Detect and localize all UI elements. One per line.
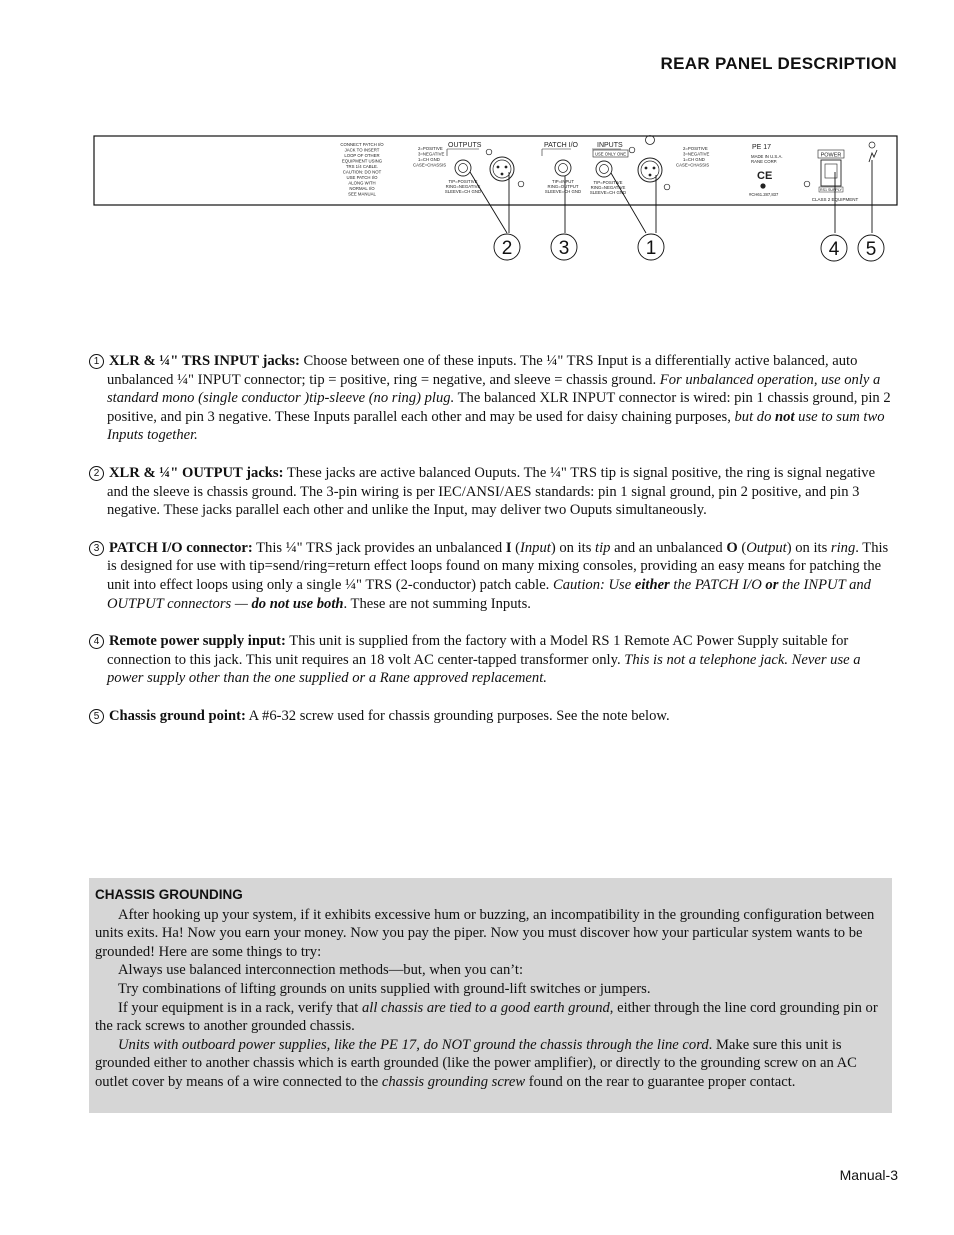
rear-panel-diagram: [93, 132, 899, 272]
list-item-patch-io: 3 PATCH I/O connector: This ¼" TRS jack provides an unbalanced I (Input) on its tip and an unbalanced O (Output) on its ring. This is designed for use with tip=send/ring=return effect loops found on many mixing consoles, providing an easy means for patching the unit into effect loops using only a single ¼" TRS (2-conductor) patch cable. Caution: Use either the PATCH I/O or the INPUT and OUTPUT connectors — do not use both. These are not summing Inputs.: [89, 539, 897, 613]
item-number: 2: [89, 466, 104, 481]
svg-text:SLEEVE=CH GND: SLEEVE=CH GND: [589, 190, 627, 195]
chassis-grounding-box: [89, 878, 892, 1113]
list-item-output-jacks: 2 XLR & ¼" OUTPUT jacks: These jacks are active balanced Ouputs. The ¼" TRS tip is signal positive, the ring is signal negative and the sleeve is chassis ground. The 3-pin wiring is per IEC/ANSI/AES standards: pin 1 signal ground, pin 2 positive, and pin 3 negative. These jacks parallel each other and unlike the Input, may deliver two Ouputs simultaneously.: [89, 464, 897, 520]
svg-text:2=POSITIVE: 2=POSITIVE: [418, 146, 443, 151]
page-number: Manual-3: [839, 1167, 898, 1183]
svg-text:EQUIPMENT USING: EQUIPMENT USING: [341, 158, 383, 164]
svg-text:SLEEVE=CH GND: SLEEVE=CH GND: [544, 189, 582, 194]
grounding-paragraph-5: Units with outboard power supplies, like the PE 17, do NOT ground the chassis through the line cord. Make sure this unit is grounded either to another chassis which is earth grounded (like the power amplifier), or directly to the grounding screw on an AC outlet cover by means of a wire connected to the chassis grounding screw found on the rear to guarantee proper contact.: [95, 1036, 857, 1090]
svg-text:JACK TO INSERT: JACK TO INSERT: [344, 147, 380, 153]
svg-text:NORMAL I/O: NORMAL I/O: [349, 186, 375, 191]
svg-text:2=POSITIVE: 2=POSITIVE: [683, 146, 708, 151]
item-number: 5: [89, 709, 104, 724]
grounding-paragraph-2: Always use balanced interconnection methods—but, when you can’t:: [118, 962, 524, 979]
callout-2: [494, 234, 520, 260]
svg-text:TIP=POSITIVE: TIP=POSITIVE: [448, 179, 478, 184]
outputs-label: OUTPUTS: [448, 142, 482, 149]
svg-text:SLEEVE=CH GND: SLEEVE=CH GND: [444, 189, 482, 194]
grounding-paragraph-1: After hooking up your system, if it exhibits excessive hum or buzzing, an incompatibility in the grounding configuration between units exits. Ha! Now you earn your money. Now you pay the piper. Now you must discover how your particular system wants to be grounded! Here are some things to try:: [95, 906, 875, 960]
svg-text:4: 4: [828, 239, 840, 260]
svg-text:TIP=INPUT: TIP=INPUT: [551, 179, 575, 184]
svg-text:RANE CORP.: RANE CORP.: [751, 159, 778, 164]
svg-text:ALONG WITH: ALONG WITH: [348, 180, 376, 186]
list-item-power-input: 4 Remote power supply input: This unit is supplied from the factory with a Model RS 1 Remote AC Power Supply suitable for connection to this jack. This unit requires an 18 volt AC center-tapped transformer only. This is not a telephone jack. Never use a power supply other than the one supplied or a Rane approved replacement.: [89, 632, 897, 688]
item-number: 1: [89, 354, 104, 369]
svg-text:CASE=CHASSIS: CASE=CHASSIS: [413, 162, 447, 168]
callouts: [494, 234, 884, 261]
svg-text:LOOP OF OTHER: LOOP OF OTHER: [344, 153, 380, 158]
box-title: CHASSIS GROUNDING: [95, 887, 243, 902]
svg-text:TIP=POSITIVE: TIP=POSITIVE: [593, 180, 623, 185]
svg-text:RING=NEGATIVE: RING=NEGATIVE: [590, 185, 626, 190]
ce-mark: CE: [757, 170, 773, 182]
svg-text:CONNECT PATCH I/O: CONNECT PATCH I/O: [340, 142, 384, 147]
callout-3: [551, 234, 577, 260]
svg-text:CASE=CHASSIS: CASE=CHASSIS: [676, 162, 710, 168]
grounding-paragraph-4: If your equipment is in a rack, verify that all chassis are tied to a good earth ground, either through the line cord grounding pin or the rack screws to another grounded chassis.: [95, 999, 878, 1035]
input-trs-legend: [590, 180, 626, 195]
svg-text:3: 3: [558, 238, 570, 259]
svg-text:CAUTION: DO NOT: CAUTION: DO NOT: [342, 169, 382, 175]
input-badge: USE ONLY ONE: [594, 151, 627, 157]
svg-text:3=NEGATIVE: 3=NEGATIVE: [418, 151, 445, 157]
svg-text:3=NEGATIVE: 3=NEGATIVE: [683, 151, 710, 157]
svg-text:SEE MANUAL: SEE MANUAL: [348, 191, 376, 197]
description-list: [89, 352, 897, 745]
power-sub-label: RS1 SUPPLY: [820, 188, 842, 192]
svg-text:MADE IN U.S.A.: MADE IN U.S.A.: [751, 154, 783, 159]
svg-text:2: 2: [501, 238, 513, 259]
svg-text:RING=OUTPUT: RING=OUTPUT: [547, 184, 579, 189]
svg-text:RING=NEGATIVE: RING=NEGATIVE: [445, 184, 481, 189]
callout-4: [821, 235, 847, 261]
svg-text:1=CH GND: 1=CH GND: [418, 157, 440, 162]
svg-text:1: 1: [645, 238, 657, 259]
list-item-ground-point: 5 Chassis ground point: A #6-32 screw used for chassis grounding purposes. See the note below.: [89, 707, 897, 726]
svg-text:1=CH GND: 1=CH GND: [683, 157, 705, 162]
callout-1: [638, 234, 664, 260]
callout-5: [858, 235, 884, 261]
list-item-input-jacks: 1 XLR & ¼" TRS INPUT jacks: Choose between one of these inputs. The ¼" TRS Input is a differentially active balanced, auto unbalanced ¼" INPUT connector; tip = positive, ring = negative, and sleeve = chassis ground. For unbalanced operation, use only a standard mono (single conductor )tip-sleeve (no ring) plug. The balanced XLR INPUT connector is wired: pin 1 chassis ground, pin 2 positive, and pin 3 negative. These Inputs parallel each other and may be used for daisy chaining purposes, but do not use to sum two Inputs together.: [89, 352, 897, 445]
power-label: POWER: [820, 152, 842, 159]
patch-label: PATCH I/O: [544, 142, 578, 149]
page-title: REAR PANEL DESCRIPTION: [660, 54, 897, 73]
svg-text:USE PATCH I/O: USE PATCH I/O: [346, 175, 378, 180]
svg-text:TRS 1/4 CABLE.: TRS 1/4 CABLE.: [345, 164, 379, 169]
cert-label: #CH61.287,837: [749, 192, 779, 197]
grounding-paragraph-3: Try combinations of lifting grounds on units supplied with ground-lift switches or jumpers.: [118, 980, 651, 997]
model-label: PE 17: [752, 144, 772, 151]
item-number: 3: [89, 541, 104, 556]
inputs-label: INPUTS: [597, 142, 623, 149]
svg-text:5: 5: [865, 239, 877, 260]
item-number: 4: [89, 634, 104, 649]
class-label: CLASS 2 EQUIPMENT: [811, 197, 859, 202]
ul-mark: [760, 183, 765, 188]
